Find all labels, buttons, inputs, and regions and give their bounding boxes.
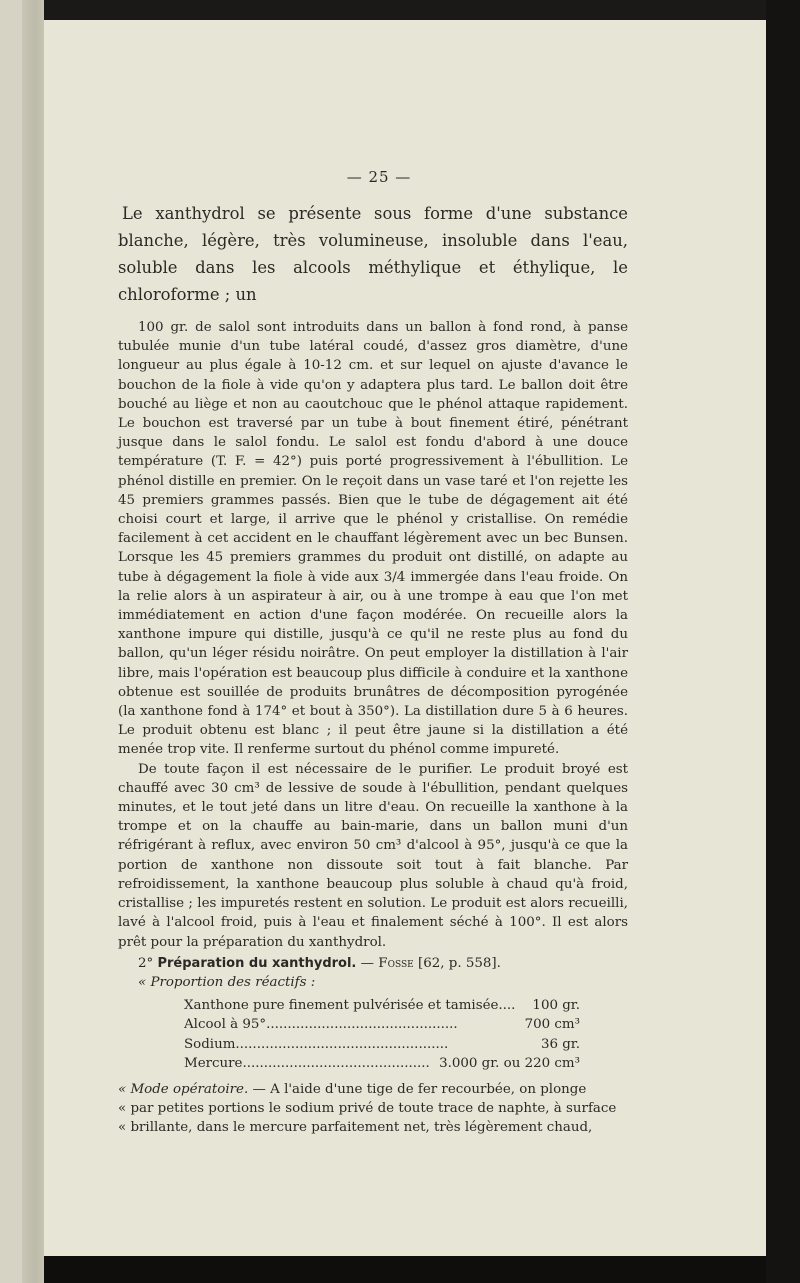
mode-line [118,1080,628,1099]
reagent-row [184,996,580,1016]
section-dash: — [360,955,375,971]
reagent-name: Mercure............................................ [184,1056,430,1072]
reagent-amount: 3.000 gr. ou 220 cm³ [439,1056,580,1072]
page-content [118,168,628,1137]
reagents-table [184,996,580,1074]
reagent-name: Sodium.................................................. [184,1036,449,1052]
section-title: Préparation du xanthydrol. [157,955,357,971]
reagent-row [184,1015,580,1035]
scan-border-bottom [44,1256,766,1283]
reagent-amount: 100 gr. [532,997,580,1013]
section-number: 2° [138,955,154,971]
section-heading [138,954,628,973]
reagent-amount: 700 cm³ [524,1017,580,1033]
mode-text: — A l'aide d'une tige de fer recourbée, on plonge [248,1081,587,1097]
mode-line [118,1099,628,1118]
paragraph-purification: De toute façon il est nécessaire de le purifier. Le produit broyé est chauffé avec 30 cm³ de lessive de soude à l'ébullition, pendant quelques minutes, et le tout jeté dans un litre d'eau. On recueille la xanthone à la trompe et on la chauffe au bain-marie, dans un ballon muni d'un réfrigérant à reflux, avec environ 50 cm³ d'alcool à 95°, jusqu'à ce que la portion de xanthone non dissoute soit tout à fait blanche. Par refroidissement, la xanthone beaucoup plus soluble à chaud qu'à froid, cristallise ; les impuretés restent en solution. Le produit est alors recueilli, lavé à l'alcool froid, puis à l'eau et finalement séché à 100°. Il est alors prêt pour la préparation du xanthydrol. [118,761,628,950]
paragraph-salol-distillation: 100 gr. de salol sont introduits dans un ballon à fond rond, à panse tubulée munie d'un tube latéral coudé, d'assez gros diamètre, d'une longueur au plus égale à 10-12 cm. et sur lequel on ajuste d'avance le bouchon de la fiole à vide qu'on y adaptera plus tard. Le ballon doit être bouché au liège et non au caoutchouc que le phénol attaque rapidement. Le bouchon est traversé par un tube à bout finement étiré, pénétrant jusque dans le salol fondu. Le salol est fondu d'abord à une douce température (T. F. = 42°) puis porté progressivement à l'ébullition. Le phénol distille en premier. On le reçoit dans un vase taré et l'on rejette les 45 premiers grammes passés. Bien que le tube de dégagement ait été choisi court et large, il arrive que le phénol y cristallise. On remédie facilement à cet accident en le chauffant légèrement avec un bec Bunsen. Lorsque les 45 premiers grammes du produit ont distillé, on adapte au tube à dégagement la fiole à vide aux 3/4 immergée dans l'eau froide. On la relie alors à un aspirateur à air, ou à une trompe à eau que l'on met immédiatement en action d'une façon modérée. On recueille alors la xanthone impure qui distille, jusqu'à ce qu'il ne reste plus au fond du ballon, qu'un léger résidu noirâtre. On peut employer la distillation à l'air libre, mais l'opération est beaucoup plus difficile à conduire et la xanthone obtenue est souillée de produits brunâtres de décomposition pyrogénée (la xanthone fond à 174° et bout à 350°). La distillation dure 5 à 6 heures. Le produit obtenu est blanc ; il peut être jaune si la distillation a été menée trop vite. Il renferme surtout du phénol comme impureté. [118,320,628,758]
scan-border-right [766,0,800,1283]
reagent-amount: 36 gr. [540,1036,580,1052]
section-author: Fosse [378,955,414,971]
mode-text: « par petites portions le sodium privé de toute trace de naphte, à surface [118,1100,617,1116]
section-reference: [62, p. 558]. [417,955,501,971]
proportion-heading: « Proportion des réactifs : [138,974,316,990]
reagent-name: Xanthone pure finement pulvérisée et tamisée.... [184,997,516,1013]
intro-paragraph: Le xanthydrol se présente sous forme d'une substance blanche, légère, très volumineuse, insoluble dans l'eau, soluble dans les alcools méthylique et éthylique, le chloroforme ; un [118,204,628,304]
reagent-row [184,1054,580,1074]
page-number: — 25 — [346,168,412,186]
mode-operatoire [118,1080,628,1138]
mode-line [118,1118,628,1137]
previous-page-edge [0,0,22,1283]
book-gutter [22,0,44,1283]
reagent-name: Alcool à 95°............................................. [184,1017,458,1033]
mode-text: « brillante, dans le mercure parfaitement net, très légèrement chaud, [118,1120,593,1136]
reagent-row [184,1035,580,1055]
mode-label: « Mode opératoire. [118,1081,249,1097]
